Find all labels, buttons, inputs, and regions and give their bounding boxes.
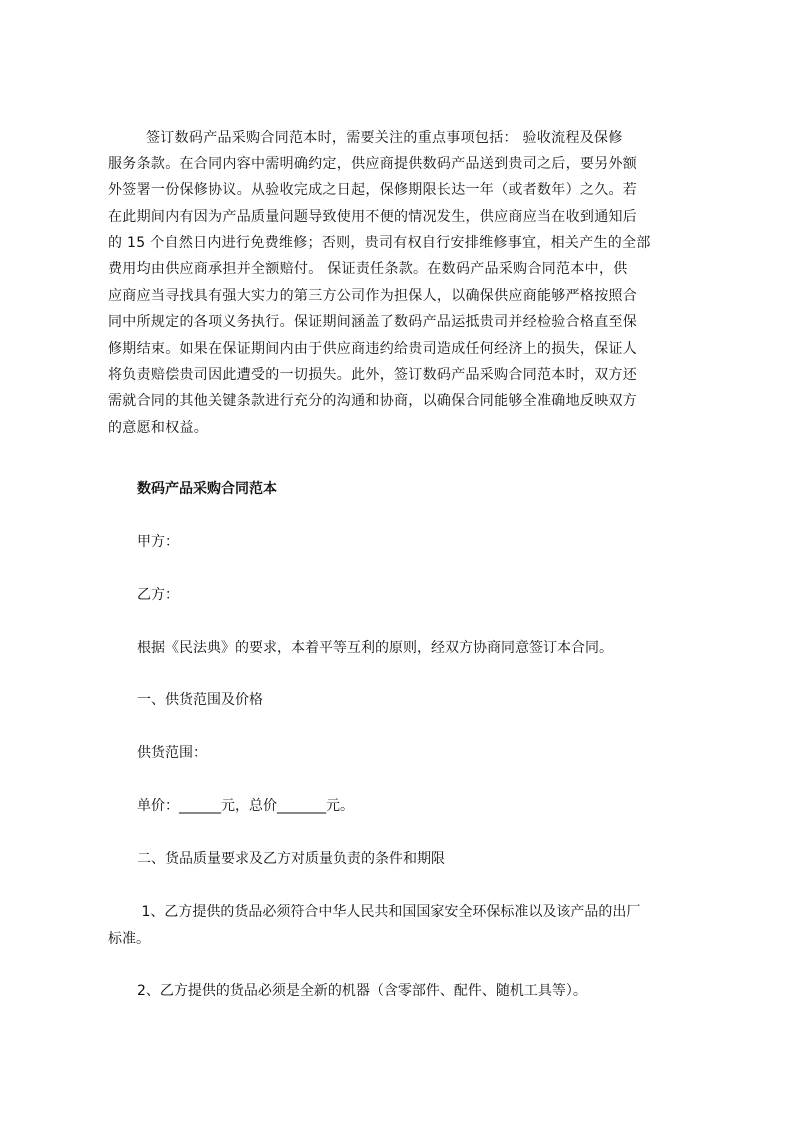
party-b-label: 乙方： <box>137 587 179 603</box>
quality-item-1-line-2: 标准。 <box>108 931 150 947</box>
section-2-title: 二、货品质量要求及乙方对质量负责的条件和期限 <box>137 851 445 867</box>
intro-line: 服务条款。在合同内容中需明确约定，供应商提供数码产品送到贵司之后，要另外额 <box>108 156 638 172</box>
intro-line: 的 15 个自然日内进行免费维修；否则，贵司有权自行安排维修事宜，相关产生的全部 <box>108 235 651 251</box>
intro-line: 费用均由供应商承担并全额赔付。 保证责任条款。在数码产品采购合同范本中，供 <box>108 261 628 277</box>
party-a-label: 甲方： <box>137 534 179 550</box>
contract-preamble: 根据《民法典》的要求，本着平等互利的原则，经双方协商同意签订本合同。 <box>137 640 613 656</box>
intro-line: 在此期间内有因为产品质量问题导致使用不便的情况发生，供应商应当在收到通知后 <box>108 209 638 225</box>
intro-line: 外签署一份保修协议。从验收完成之日起，保修期限长达一年（或者数年）之久。若 <box>108 182 638 198</box>
section-1-title: 一、供货范围及价格 <box>137 692 263 708</box>
quality-item-2: 2、乙方提供的货品必须是全新的机器（含零部件、配件、随机工具等）。 <box>137 983 587 999</box>
intro-line: 将负责赔偿贵司因此遭受的一切损失。此外，签订数码产品采购合同范本时，双方还 <box>108 367 638 383</box>
intro-line: 的意愿和权益。 <box>108 420 209 436</box>
intro-line: 修期结束。如果在保证期间内由于供应商违约给贵司造成任何经济上的损失，保证人 <box>108 341 638 357</box>
intro-line: 需就合同的其他关键条款进行充分的沟通和协商，以确保合同能够全准确地反映双方 <box>108 393 638 409</box>
quality-item-1-line-1: 1、乙方提供的货品必须符合中华人民共和国国家安全环保标准以及该产品的出厂 <box>137 904 641 920</box>
intro-line: 应商应当寻找具有强大实力的第三方公司作为担保人，以确保供应商能够严格按照合 <box>108 288 638 304</box>
price-line: 单价：______元，总价_______元。 <box>137 798 354 814</box>
intro-line: 同中所规定的各项义务执行。保证期间涵盖了数码产品运抵贵司并经检验合格直至保 <box>108 314 638 330</box>
contract-title: 数码产品采购合同范本 <box>137 481 277 497</box>
intro-line: 签订数码产品采购合同范本时，需要关注的重点事项包括： 验收流程及保修 <box>108 130 623 146</box>
supply-scope-label: 供货范围： <box>137 745 207 761</box>
